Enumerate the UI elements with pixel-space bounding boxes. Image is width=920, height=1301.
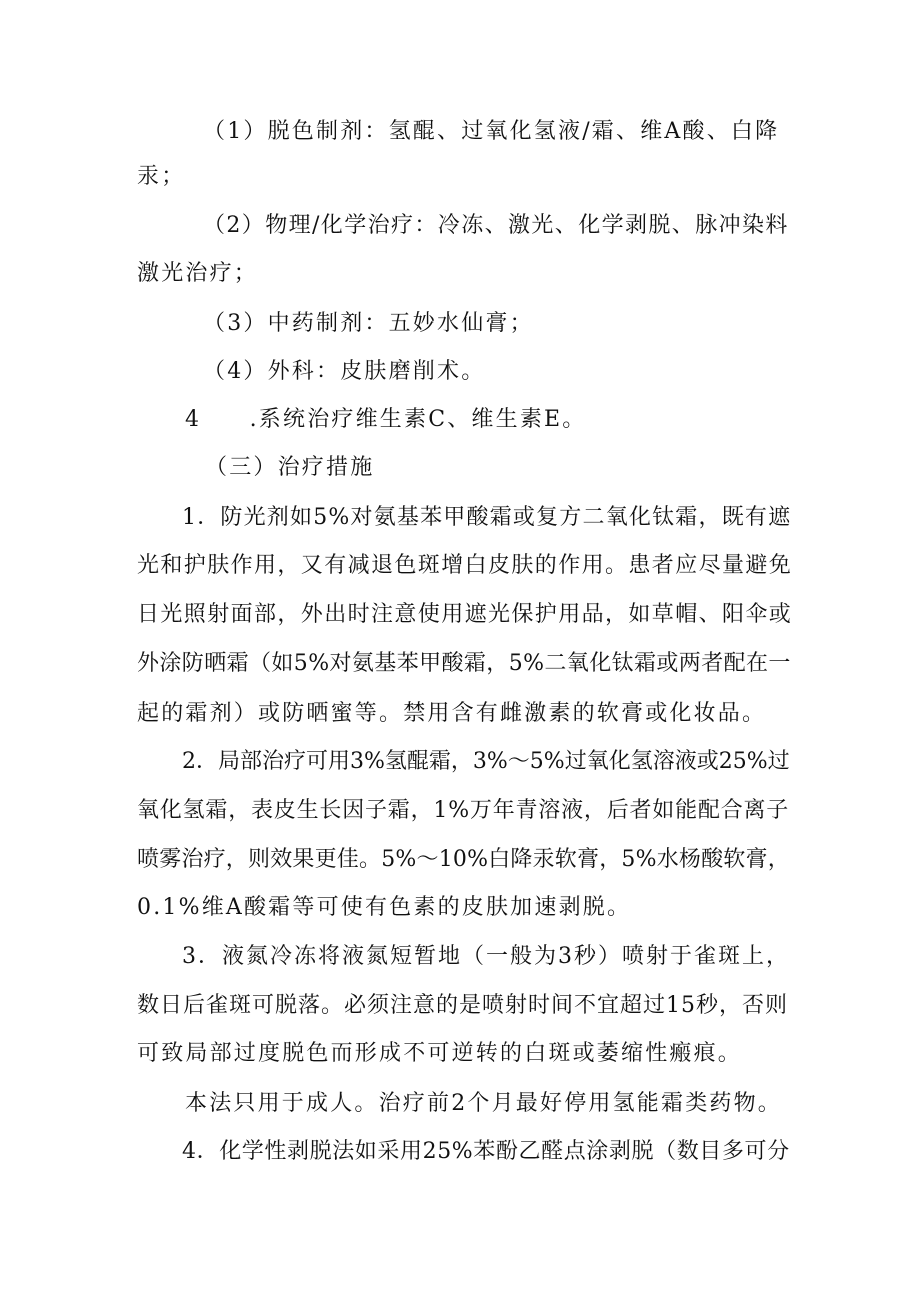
text-line-19: 数日后雀斑可脱落。必须注意的是喷射时间不宜超过15秒，否则 bbox=[137, 993, 788, 1018]
text-line-13: 起的霜剂）或防晒蜜等。禁用含有雌激素的软膏或化妆品。 bbox=[137, 701, 767, 726]
text-line-9: 1．防光剂如5%对氨基苯甲酸霜或复方二氧化钛霜，既有遮 bbox=[182, 505, 792, 530]
text-line-4: 激光治疗； bbox=[137, 261, 259, 286]
text-line-20: 可致局部过度脱色而形成不可逆转的白斑或萎缩性瘢痕。 bbox=[137, 1041, 743, 1066]
text-line-2: 汞； bbox=[137, 164, 186, 189]
text-line-5: （3）中药制剂：五妙水仙膏； bbox=[203, 311, 534, 336]
text-line-16: 喷雾治疗，则效果更佳。5%～10%白降汞软膏，5%水杨酸软膏， bbox=[137, 847, 790, 872]
text-line-10: 光和护肤作用，又有减退色斑增白皮肤的作用。患者应尽量避免 bbox=[137, 553, 793, 578]
section-heading: （三）治疗措施 bbox=[205, 455, 375, 480]
text-line-7: 4 .系统治疗维生素C、维生素E。 bbox=[185, 407, 587, 432]
text-line-3: （2）物理/化学治疗：冷冻、激光、化学剥脱、脉冲染料 bbox=[203, 213, 789, 238]
text-line-21: 本法只用于成人。治疗前2个月最好停用氢能霜类药物。 bbox=[185, 1091, 782, 1116]
text-line-15: 氧化氢霜，表皮生长因子霜，1%万年青溶液，后者如能配合离子 bbox=[137, 798, 790, 823]
text-line-6: （4）外科：皮肤磨削术。 bbox=[203, 359, 486, 384]
text-line-1: （1）脱色制剂：氢醌、过氧化氢液/霜、维A酸、白降 bbox=[203, 119, 780, 144]
text-line-12: 外涂防晒霜（如5%对氨基苯甲酸霜，5%二氧化钛霜或两者配在一 bbox=[137, 651, 791, 676]
text-line-17: 0.1%维A酸霜等可使有色素的皮肤加速剥脱。 bbox=[137, 895, 632, 920]
text-line-14: 2．局部治疗可用3%氢醌霜，3%～5%过氧化氢溶液或25%过 bbox=[182, 749, 790, 774]
text-line-22: 4．化学性剥脱法如采用25%苯酚乙醛点涂剥脱（数目多可分 bbox=[182, 1139, 790, 1164]
text-line-18: 3．液氮冷冻将液氮短暂地（一般为3秒）喷射于雀斑上， bbox=[182, 944, 790, 969]
text-line-11: 日光照射面部，外出时注意使用遮光保护用品，如草帽、阳伞或 bbox=[137, 602, 793, 627]
